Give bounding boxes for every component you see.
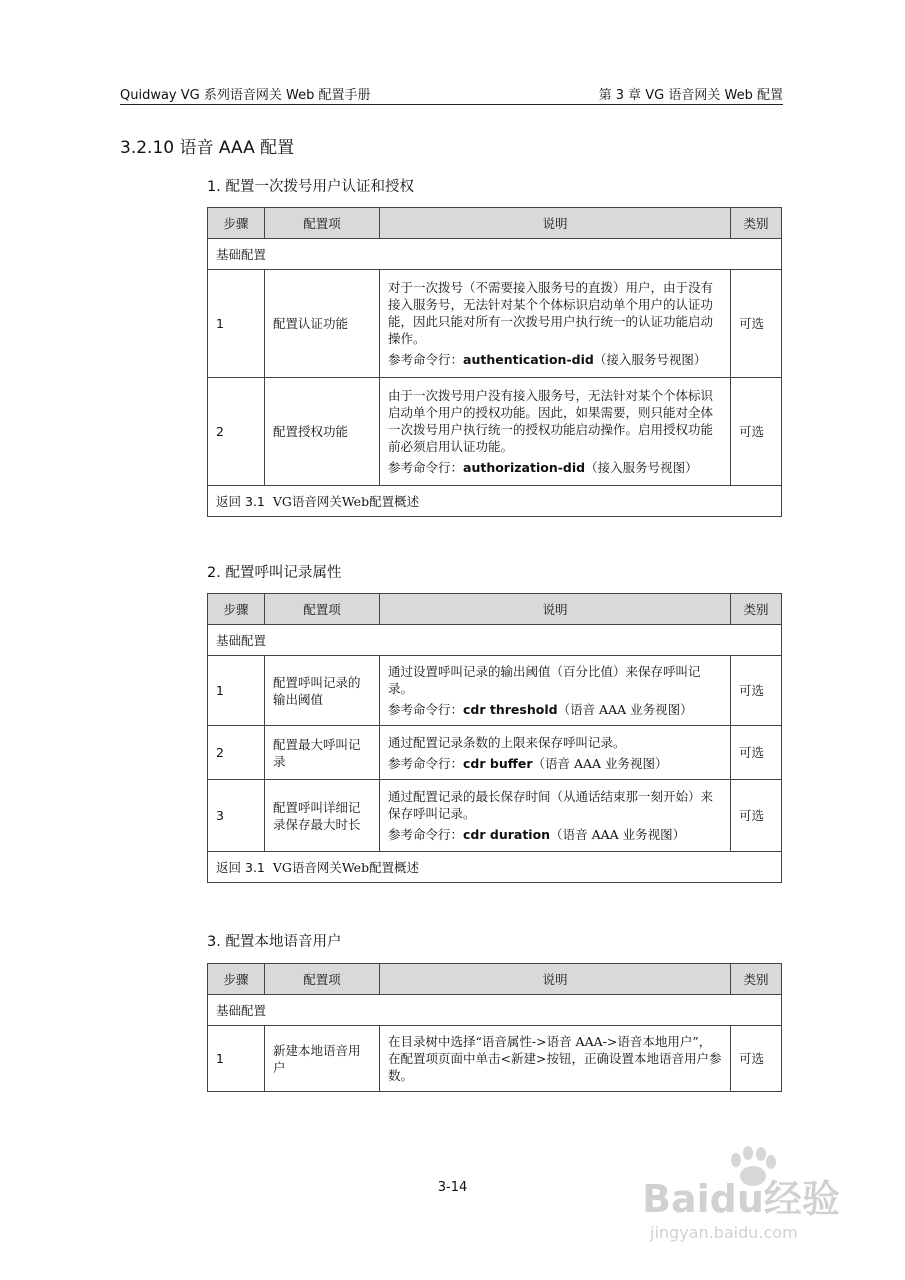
step-cell: 3 [208,780,265,852]
col-step: 步骤 [208,208,265,239]
sub-title-3: 3. 配置本地语音用户 [207,934,342,950]
config-table-1 [207,207,782,517]
ref-suffix: （语音 AAA 业务视图） [550,827,686,842]
back-text: VG语音网关Web配置概述 [272,493,420,509]
ref-command: cdr threshold [463,702,558,717]
desc-text: 通过配置记录条数的上限来保存呼叫记录。 [388,734,626,750]
ref-line [388,826,722,843]
type-cell: 可选 [731,726,782,780]
ref-prefix: 参考命令行： [388,702,464,717]
ref-command: authorization-did [463,460,586,475]
config-table-3 [207,963,782,1092]
col-step: 步骤 [208,964,265,995]
col-item: 配置项 [265,964,380,995]
desc-text: 通过设置呼叫记录的输出阈值（百分比值）来保存呼叫记录。 [388,664,701,696]
ref-line [388,701,722,718]
back-text: VG语音网关Web配置概述 [272,859,420,875]
ref-prefix: 参考命令行： [388,827,464,842]
type-cell: 可选 [731,780,782,852]
header-left: Quidway VG 系列语音网关 Web 配置手册 [120,88,371,103]
table-row [208,656,782,726]
type-cell: 可选 [731,1026,782,1092]
back-link[interactable] [208,852,782,883]
desc-cell [380,378,731,486]
back-num: 3.1 [245,493,265,509]
step-cell: 1 [208,270,265,378]
step-cell: 1 [208,656,265,726]
header-rule [120,104,783,105]
ref-suffix: （语音 AAA 业务视图） [532,755,668,771]
table-header-row [208,594,782,625]
desc-text: 通过配置记录的最长保存时间（从通话结束那一刻开始）来保存呼叫记录。 [388,789,714,821]
item-cell: 配置认证功能 [265,270,380,378]
desc-text: 对于一次拨号（不需要接入服务号的直拨）用户，由于没有接入服务号，无法针对某个个体标识启动单个用户的认证功能，因此只能对所有一次拨号用户执行统一的认证功能启动操作。 [388,280,714,346]
col-item: 配置项 [265,208,380,239]
type-cell: 可选 [731,378,782,486]
ref-suffix: （语音 AAA 业务视图） [557,702,693,717]
desc-cell [380,780,731,852]
desc-text: 由于一次拨号用户没有接入服务号，无法针对某个个体标识启动单个用户的授权功能。因此，如果需要，则只能对全体一次拨号用户执行统一的授权功能启动操作。启用授权功能前必须启用认证功能。 [388,388,714,454]
group-label: 基础配置 [208,239,782,270]
back-prefix: 返回 [216,493,242,509]
ref-prefix: 参考命令行： [388,460,464,475]
ref-command: cdr buffer [463,755,533,771]
col-type: 类别 [731,208,782,239]
group-row [208,625,782,656]
desc-cell [380,1026,731,1092]
group-label: 基础配置 [208,625,782,656]
group-row [208,239,782,270]
group-label: 基础配置 [208,995,782,1026]
ref-command: authentication-did [463,352,594,367]
back-num: 3.1 [245,859,265,875]
page-header [120,84,783,103]
item-cell: 配置呼叫详细记录保存最大时长 [265,780,380,852]
item-cell: 配置最大呼叫记录 [265,726,380,780]
item-cell: 配置呼叫记录的输出阈值 [265,656,380,726]
col-type: 类别 [731,594,782,625]
back-prefix: 返回 [216,859,242,875]
sub-title-1: 1. 配置一次拨号用户认证和授权 [207,179,414,195]
type-cell: 可选 [731,656,782,726]
table-row [208,726,782,780]
item-cell: 新建本地语音用户 [265,1026,380,1092]
col-desc: 说明 [380,208,731,239]
table-row [208,1026,782,1092]
page-number: 3-14 [437,1180,468,1195]
group-row [208,995,782,1026]
table-row [208,378,782,486]
config-table-2 [207,593,782,883]
watermark-url: jingyan.baidu.com [650,1223,798,1242]
desc-cell [380,726,731,780]
step-cell: 2 [208,378,265,486]
col-item: 配置项 [265,594,380,625]
header-right: 第 3 章 VG 语音网关 Web 配置 [598,88,783,103]
ref-command: cdr duration [463,827,551,842]
back-link[interactable] [208,486,782,517]
col-desc: 说明 [380,964,731,995]
sub-title-2: 2. 配置呼叫记录属性 [207,565,342,581]
type-cell: 可选 [731,270,782,378]
ref-suffix: （接入服务号视图） [585,460,698,475]
desc-cell [380,270,731,378]
ref-prefix: 参考命令行： [388,755,464,771]
table-row [208,780,782,852]
ref-line [388,459,722,476]
ref-line [388,351,722,368]
table-header-row [208,964,782,995]
section-title: 3.2.10 语音 AAA 配置 [120,138,295,158]
step-cell: 2 [208,726,265,780]
item-cell: 配置授权功能 [265,378,380,486]
table-row [208,270,782,378]
table-header-row [208,208,782,239]
col-desc: 说明 [380,594,731,625]
col-step: 步骤 [208,594,265,625]
desc-cell [380,656,731,726]
back-link-row [208,486,782,517]
ref-suffix: （接入服务号视图） [593,352,707,367]
col-type: 类别 [731,964,782,995]
step-cell: 1 [208,1026,265,1092]
ref-line [388,755,722,772]
baidu-watermark [640,1140,855,1250]
back-link-row [208,852,782,883]
desc-text: 在目录树中选择“语音属性->语音 AAA->语音本地用户”，在配置项页面中单击<新建>按钮，正确设置本地语音用户参数。 [388,1034,722,1083]
ref-prefix: 参考命令行： [388,352,464,367]
watermark-brand: Baidu经验 [642,1177,840,1221]
